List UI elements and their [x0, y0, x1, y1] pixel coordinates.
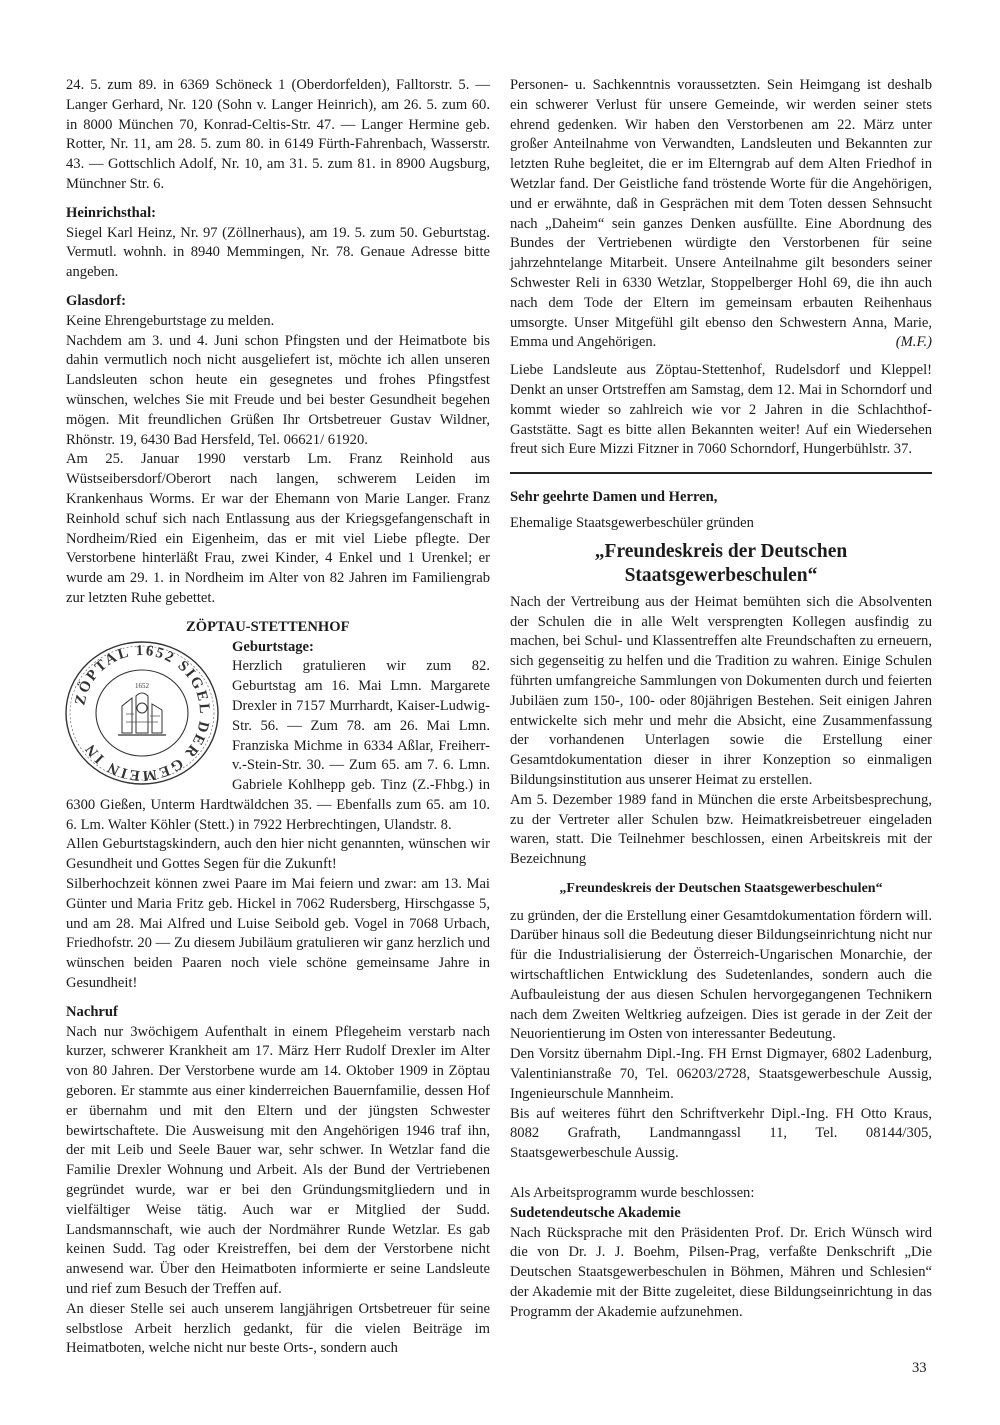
arbeitsprogramm-line: Als Arbeitsprogramm wurde beschlossen:	[510, 1185, 755, 1202]
seal-ring-text: ZÖPTAL 1652 SIGEL DER GEMEIN IN	[72, 642, 213, 783]
section-divider	[510, 472, 932, 474]
author-signature: (M.F.)	[895, 334, 932, 351]
left-column	[66, 76, 490, 1359]
heinrichsthal-heading: Heinrichsthal:	[66, 204, 156, 221]
article-title	[510, 540, 932, 588]
right-column	[510, 76, 932, 1323]
vertreibung-paragraph: Nach der Vertreibung aus der Heimat bemühten sich die Absolventen der Schulen die in alle Welt versprengten Kollegen ausfindig zu machen, bei Schul- und Klassentreffen alte Freundschaften zu erneuern, sich gegenseitig zu helfen und die Tradition zu wahren. Einige Schulen führten umfangreiche Sammlungen von Dokumenten durch und feierten Jubiläen zum 150-, 100- oder 80jährigen Bestehen. Seit einigen Jahren entwickelte sich mehr und mehr die Absicht, eine Zusammenfassung der vorhandenen Unterlagen sowie die Erstellung einer Gesamtdokumentation dieser in ihrer Konzeption so einmaligen Bildungsinstitution aus unserer Heimat zu erstellen.	[510, 593, 932, 788]
glasdorf-no-birthdays: Keine Ehrengeburtstage zu melden.	[66, 312, 275, 329]
article-title-line-2: Staatsgewerbeschulen“	[624, 564, 818, 586]
glasdorf-pentecost-greeting: Nachdem am 3. und 4. Juni schon Pfingsten und der Heimatbote bis dahin vermutlich noch nicht ausgeliefert ist, möchte ich allen unseren Landsleuten schon heute ein gesegnetes und frohes Pfingstfest wünschen, welches Sie mit Freude und bei bester Gesundheit begehen mögen. Mit freundlichen Grüßen Ihr Ortsbetreuer Gustav Wildner, Rhönstr. 19, 6430 Bad Hersfeld, Tel. 06621/ 61920.	[66, 332, 490, 448]
nachruf-text: Nach nur 3wöchigem Aufenthalt in einem Pflegeheim verstarb nach kurzer, schwerer Krankheit am 17. März Herr Rudolf Drexler im Alter von 80 Jahren. Der Verstorbene wurde am 14. Oktober 1909 in Zöptau geboren. Er stammte aus einer kinderreichen Bauernfamilie, dessen Hof er übernahm und mit den Eltern und der jüngsten Schwester bewirtschaftete. Die Ausweisung mit den Angehörigen 1946 traf ihn, der mit Leib und Seele Bauer war, sehr schwer. In Wetzlar fand die Familie Drexler Wohnung und Arbeit. Als der Bund der Vertriebenen gegründet wurde, war er bei den Gründungsmitgliedern und in vielfältiger Weise tätig. Auch war er Mitglied der Sudd. Landsmannschaft, wie auch der Nordmährer Runde Wetzlar. Es gab keinen Sudd. Tag oder Kreistreffen, bei dem der Verstorbene nicht anwesend war. Über den Heimatboten informierte er seine Landsleute und rief zum Besuch der Treffen auf.	[66, 1023, 490, 1298]
seal-year: 1652	[135, 681, 149, 690]
seal-graphic	[62, 638, 222, 788]
zoeptau-heading: ZÖPTAU-STETTENHOF	[186, 618, 350, 635]
article-title-line-1: „Freundeskreis der Deutschen	[594, 540, 848, 562]
zoeptau-seal-image	[62, 638, 222, 788]
zoeptau-birthdays: Herzlich gratulieren wir zum 82. Geburtstag am 16. Mai Lmn. Margarete Drexler in 7157 Murrhardt, Kaiser-Ludwig-Str. 56. — Zum 78. am 26. Mai Lmn. Franziska Michme in 6334 Aßlar, Freiherr-v.-Stein-Str. 30. — Zum 65. am 7. 6. Lmn. Gabriele Kohlhepp geb. Tinz (Z.-Fhbg.) in 6300 Gießen, Unterm Hardtwäldchen 35. — Ebenfalls zum 65. am 10. 6. Lm. Walter Köhler (Stett.) in 7922 Herbrechtingen, Ulandstr. 8.	[66, 658, 490, 833]
nachruf-continued-text: Personen- u. Sachkenntnis voraussetzten. Sein Heimgang ist deshalb ein schwerer Verlust für unsere Gemeinde, wir werden seiner stets ehrend gedenken. Wir haben den Verstorbenen am 22. März unter großer Anteilnahme von Verwandten, Landsleuten und Bekannten zur letzten Ruhe begleitet, die er im Elterngrab auf dem Alten Friedhof in Wetzlar fand. Der Geistliche fand tröstende Worte für die Angehörigen, und er erwähnte, daß in Gesprächen mit dem Toten dessen Sehnsucht nach „Daheim“ sein ganzes Denken ausfüllte. Eine Abordnung des Bundes der Vertriebenen würdigte den Verstorbenen für seine jahrzehntelange Mitarbeit. Unsere Anteilnahme gilt besonders seiner Schwester Reli in 6330 Wetzlar, Stoppelberger Hohl 69, die ihn auch nach dem Tode der Eltern im gemeinsam erbauten Reihenhaus umsorgte. Unser Mitgefühl gilt ebenso den Schwestern Anna, Marie, Emma und Angehörigen.	[510, 77, 932, 351]
arbeitskreis-name: „Freundeskreis der Deutschen Staatsgewerbeschulen“	[559, 880, 883, 896]
ortstreffen-notice: Liebe Landsleute aus Zöptau-Stettenhof, Rudelsdorf und Kleppel! Denkt an unser Ortstreffen am Samstag, dem 12. Mai in Schorndorf und kommt wieder so zahlreich wie vor 2 Jahren in die Schlachthof-Gaststätte. Sagt es bitte allen Bekannten weiter! Auf ein Wiedersehen freut sich Eure Mizzi Fitzner in 7060 Schorndorf, Hungerbühlstr. 37.	[510, 362, 932, 458]
zoeptau-silver-wedding: Silberhochzeit können zwei Paare im Mai feiern und zwar: am 13. Mai Günter und Maria Fritz geb. Hickel in 7062 Rudersberg, Hirschgasse 5, und am 28. Mai Alfred und Luise Seibold geb. Vogel in 7068 Urbach, Friedhofstr. 20 — Zu diesem Jubiläum gratulieren wir ganz herzlich und wünschen beiden Paaren noch viele schöne gemeinsame Jahre in Gesundheit!	[66, 876, 490, 992]
birthday-list-continued: 24. 5. zum 89. in 6369 Schöneck 1 (Oberdorfelden), Falltorstr. 5. — Langer Gerhard, Nr. 120 (Sohn v. Langer Heinrich), am 26. 5. zum 60. in 8000 München 70, Konrad-Celtis-Str. 47. — Langer Hermine geb. Rotter, Nr. 11, am 28. 5. zum 80. in 6149 Fürth-Fahrenbach, Wasserstr. 43. — Gottschlich Adolf, Nr. 10, am 31. 5. zum 81. in 8900 Augsburg, Münchner Str. 6.	[66, 77, 490, 192]
nachruf-continued	[510, 76, 932, 353]
vorsitz-paragraph: Den Vorsitz übernahm Dipl.-Ing. FH Ernst Digmayer, 6802 Ladenburg, Valentinianstraße 70, Tel. 06203/2728, Staatsgewerbeschule Aussig, Ingenieurschule Mannheim.	[510, 1046, 932, 1102]
page-number: 33	[912, 1360, 927, 1376]
intro-line: Ehemalige Staatsgewerbeschüler gründen	[510, 514, 754, 531]
gruenden-paragraph: zu gründen, der die Erstellung einer Gesamtdokumentation fördern will. Darüber hinaus soll die Bedeutung dieser Bildungseinrichtung nicht nur für die Industrialisierung der Österreich-Ungarischen Monarchie, der wirtschaftlichen Entwicklung des Sudetenlandes, sondern auch die Aufbauleistung der aus diesen Schulen hervorgegangenen Technikern nach dem Zweiten Weltkrieg aufzeigen. Dies ist gerade in der Zeit der Neuorientierung im Osten von interessanter Bedeutung.	[510, 907, 932, 1043]
zoeptau-wishes: Allen Geburtstagskindern, auch den hier nicht genannten, wünschen wir Gesundheit und Gottes Segen für die Zukunft!	[66, 836, 490, 873]
akademie-paragraph: Nach Rücksprache mit den Präsidenten Prof. Dr. Erich Wünsch wird die von Dr. J. J. Boehm, Pilsen-Prag, verfaßte Denkschrift „Die Deutschen Staatsgewerbeschulen in Böhmen, Mähren und Schlesien“ der Akademie mit der Bitte zugeleitet, diese Bildungseinrichtung in das Programm der Akademie aufzunehmen.	[510, 1224, 932, 1320]
heinrichsthal-text: Siegel Karl Heinz, Nr. 97 (Zöllnerhaus), am 19. 5. zum 50. Geburtstag. Vermutl. wohnh. in 8940 Memmingen, Nr. 78. Genaue Adresse bitte angeben.	[66, 224, 490, 281]
schriftverkehr-paragraph: Bis auf weiteres führt den Schriftverkehr Dipl.-Ing. FH Otto Kraus, 8082 Grafrath, Landmanngassl 11, Tel. 08144/305, Staatsgewerbeschule Aussig.	[510, 1105, 932, 1162]
glasdorf-obituary: Am 25. Januar 1990 verstarb Lm. Franz Reinhold aus Wüstseibersdorf/Oberort nach langen, schwerem Leiden im Krankenhaus Worms. Er war der Ehemann von Marie Langer. Franz Reinhold schuf sich nach Entlassung aus der Kriegsgefangenschaft in Nordheim/Ried ein Eigenheim, das er mit viel Liebe pflegte. Der Verstorbene hinterläßt Frau, zwei Kinder, 4 Enkel und 1 Urenkel; er wurde am 29. 1. in Nordheim im Alter von 82 Jahren im Familiengrab zur letzten Ruhe gebettet.	[66, 451, 490, 606]
glasdorf-heading: Glasdorf:	[66, 292, 126, 309]
nachruf-thanks: An dieser Stelle sei auch unserem langjährigen Ortsbetreuer für seine selbstlose Arbeit herzlich gedankt, für die vielen Beiträge im Heimatboten, welche nicht nur beste Orts-, sondern auch	[66, 1300, 490, 1357]
salutation: Sehr geehrte Damen und Herren,	[510, 489, 718, 506]
geburtstage-heading: Geburtstage:	[232, 638, 314, 655]
nachruf-heading: Nachruf	[66, 1003, 118, 1020]
akademie-heading: Sudetendeutsche Akademie	[510, 1204, 681, 1221]
dezember-paragraph: Am 5. Dezember 1989 fand in München die erste Arbeitsbesprechung, zu der Vertreter aller Schulen bzw. Heimatkreisbetreuer eingeladen waren, statt. Die Teilnehmer beschlossen, einen Arbeitskreis mit der Bezeichnung	[510, 791, 932, 868]
